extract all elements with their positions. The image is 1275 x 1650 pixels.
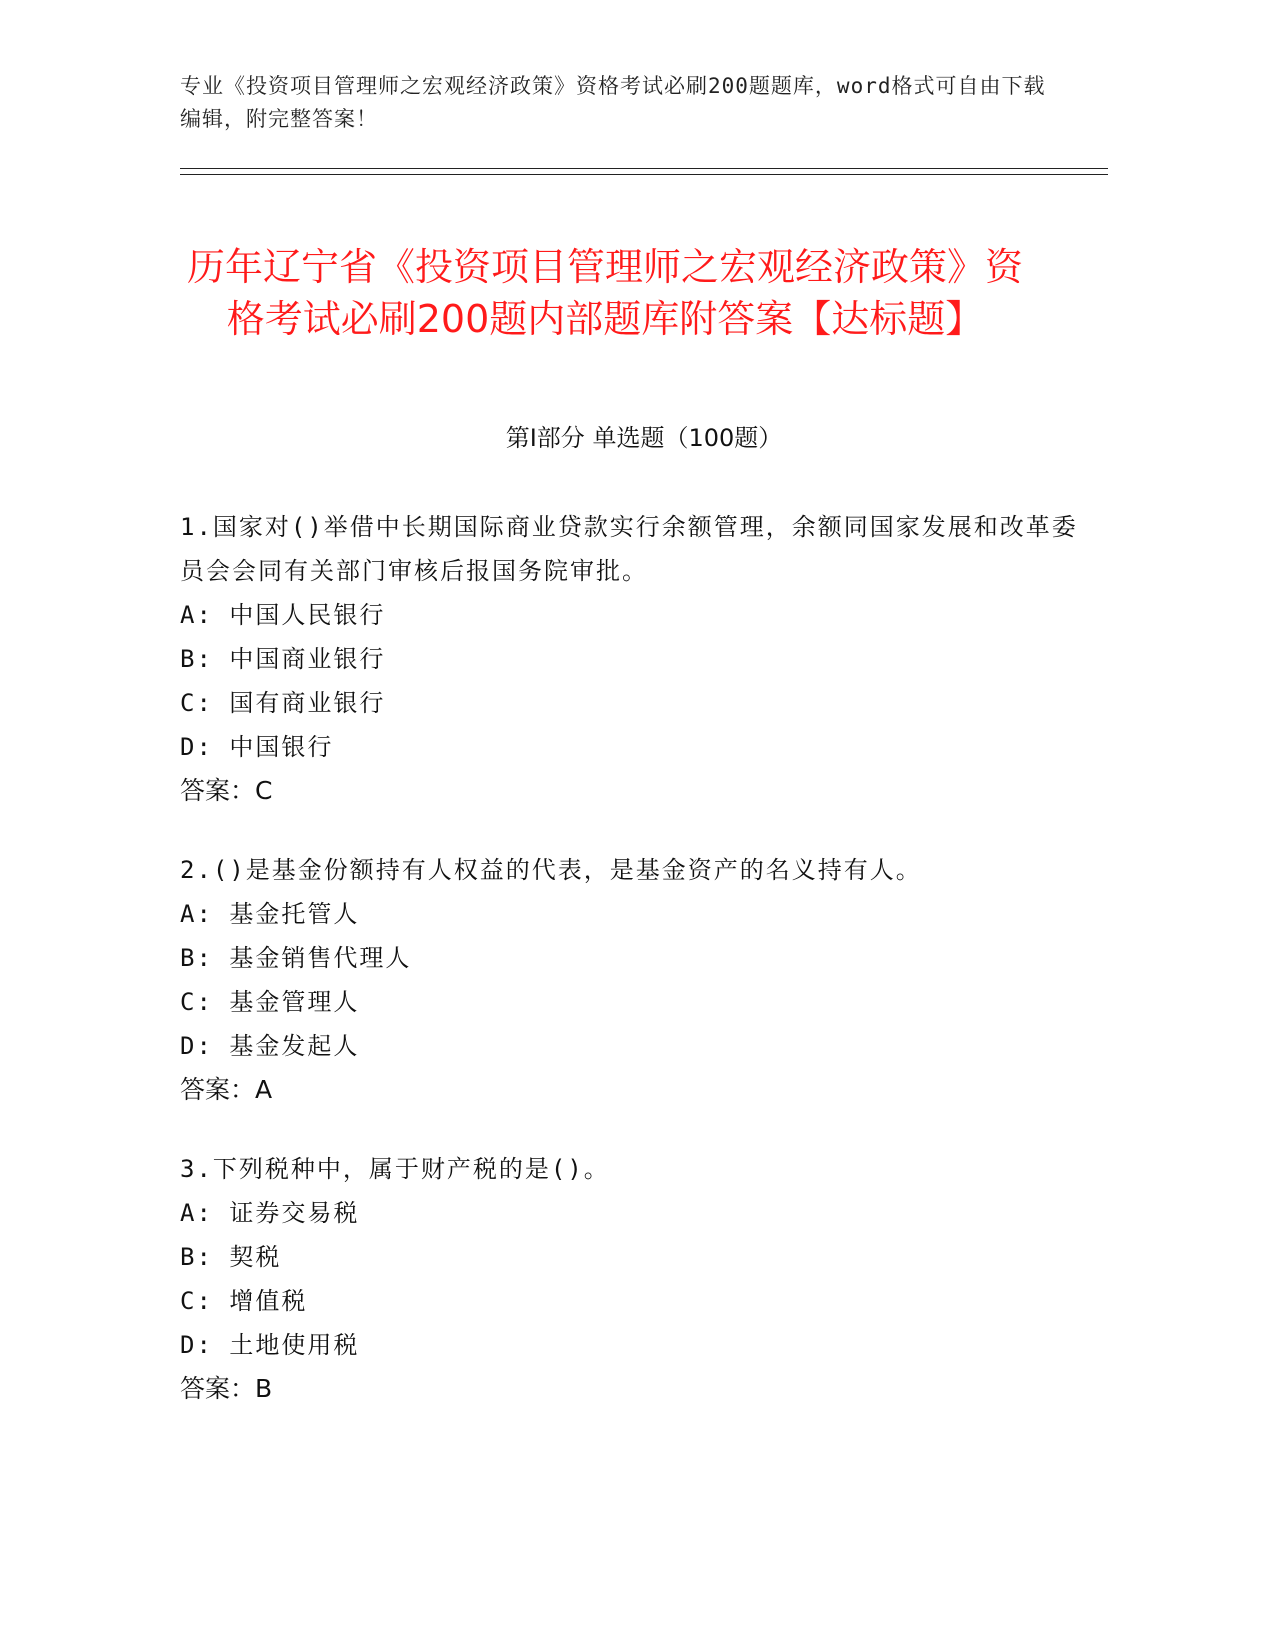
option-c: C: 国有商业银行 [180,689,386,717]
option-b: B: 基金销售代理人 [180,944,412,972]
answer-line: 答案：B [180,1374,273,1403]
answer-line: 答案：A [180,1075,273,1104]
answer-line: 答案：C [180,776,273,805]
question-list [180,505,1080,1446]
option-d: D: 土地使用税 [180,1331,360,1359]
option-a: A: 基金托管人 [180,900,360,928]
question-stem: 2.()是基金份额持有人权益的代表，是基金资产的名义持有人。 [180,856,922,884]
option-d: D: 基金发起人 [180,1032,360,1060]
option-b: B: 中国商业银行 [180,645,386,673]
question-item [180,505,1080,813]
header-divider-top [180,168,1108,169]
option-c: C: 基金管理人 [180,988,360,1016]
option-a: A: 证券交易税 [180,1199,360,1227]
option-a: A: 中国人民银行 [180,601,386,629]
section-title: 第Ⅰ部分 单选题（100题） [505,424,783,452]
question-item [180,848,1080,1112]
option-b: B: 契税 [180,1243,282,1271]
option-d: D: 中国银行 [180,733,334,761]
header-note: 专业《投资项目管理师之宏观经济政策》资格考试必刷200题题库，word格式可自由下载编辑，附完整答案！ [180,74,1046,131]
option-c: C: 增值税 [180,1287,308,1315]
header-divider-bottom [180,174,1108,175]
question-stem: 3.下列税种中，属于财产税的是()。 [180,1155,610,1183]
document-title: 历年辽宁省《投资项目管理师之宏观经济政策》资格考试必刷200题内部题库附答案【达标题】 [186,245,1023,342]
question-item [180,1147,1080,1411]
question-stem: 1.国家对()举借中长期国际商业贷款实行余额管理，余额同国家发展和改革委员会会同有关部门审核后报国务院审批。 [180,513,1078,585]
